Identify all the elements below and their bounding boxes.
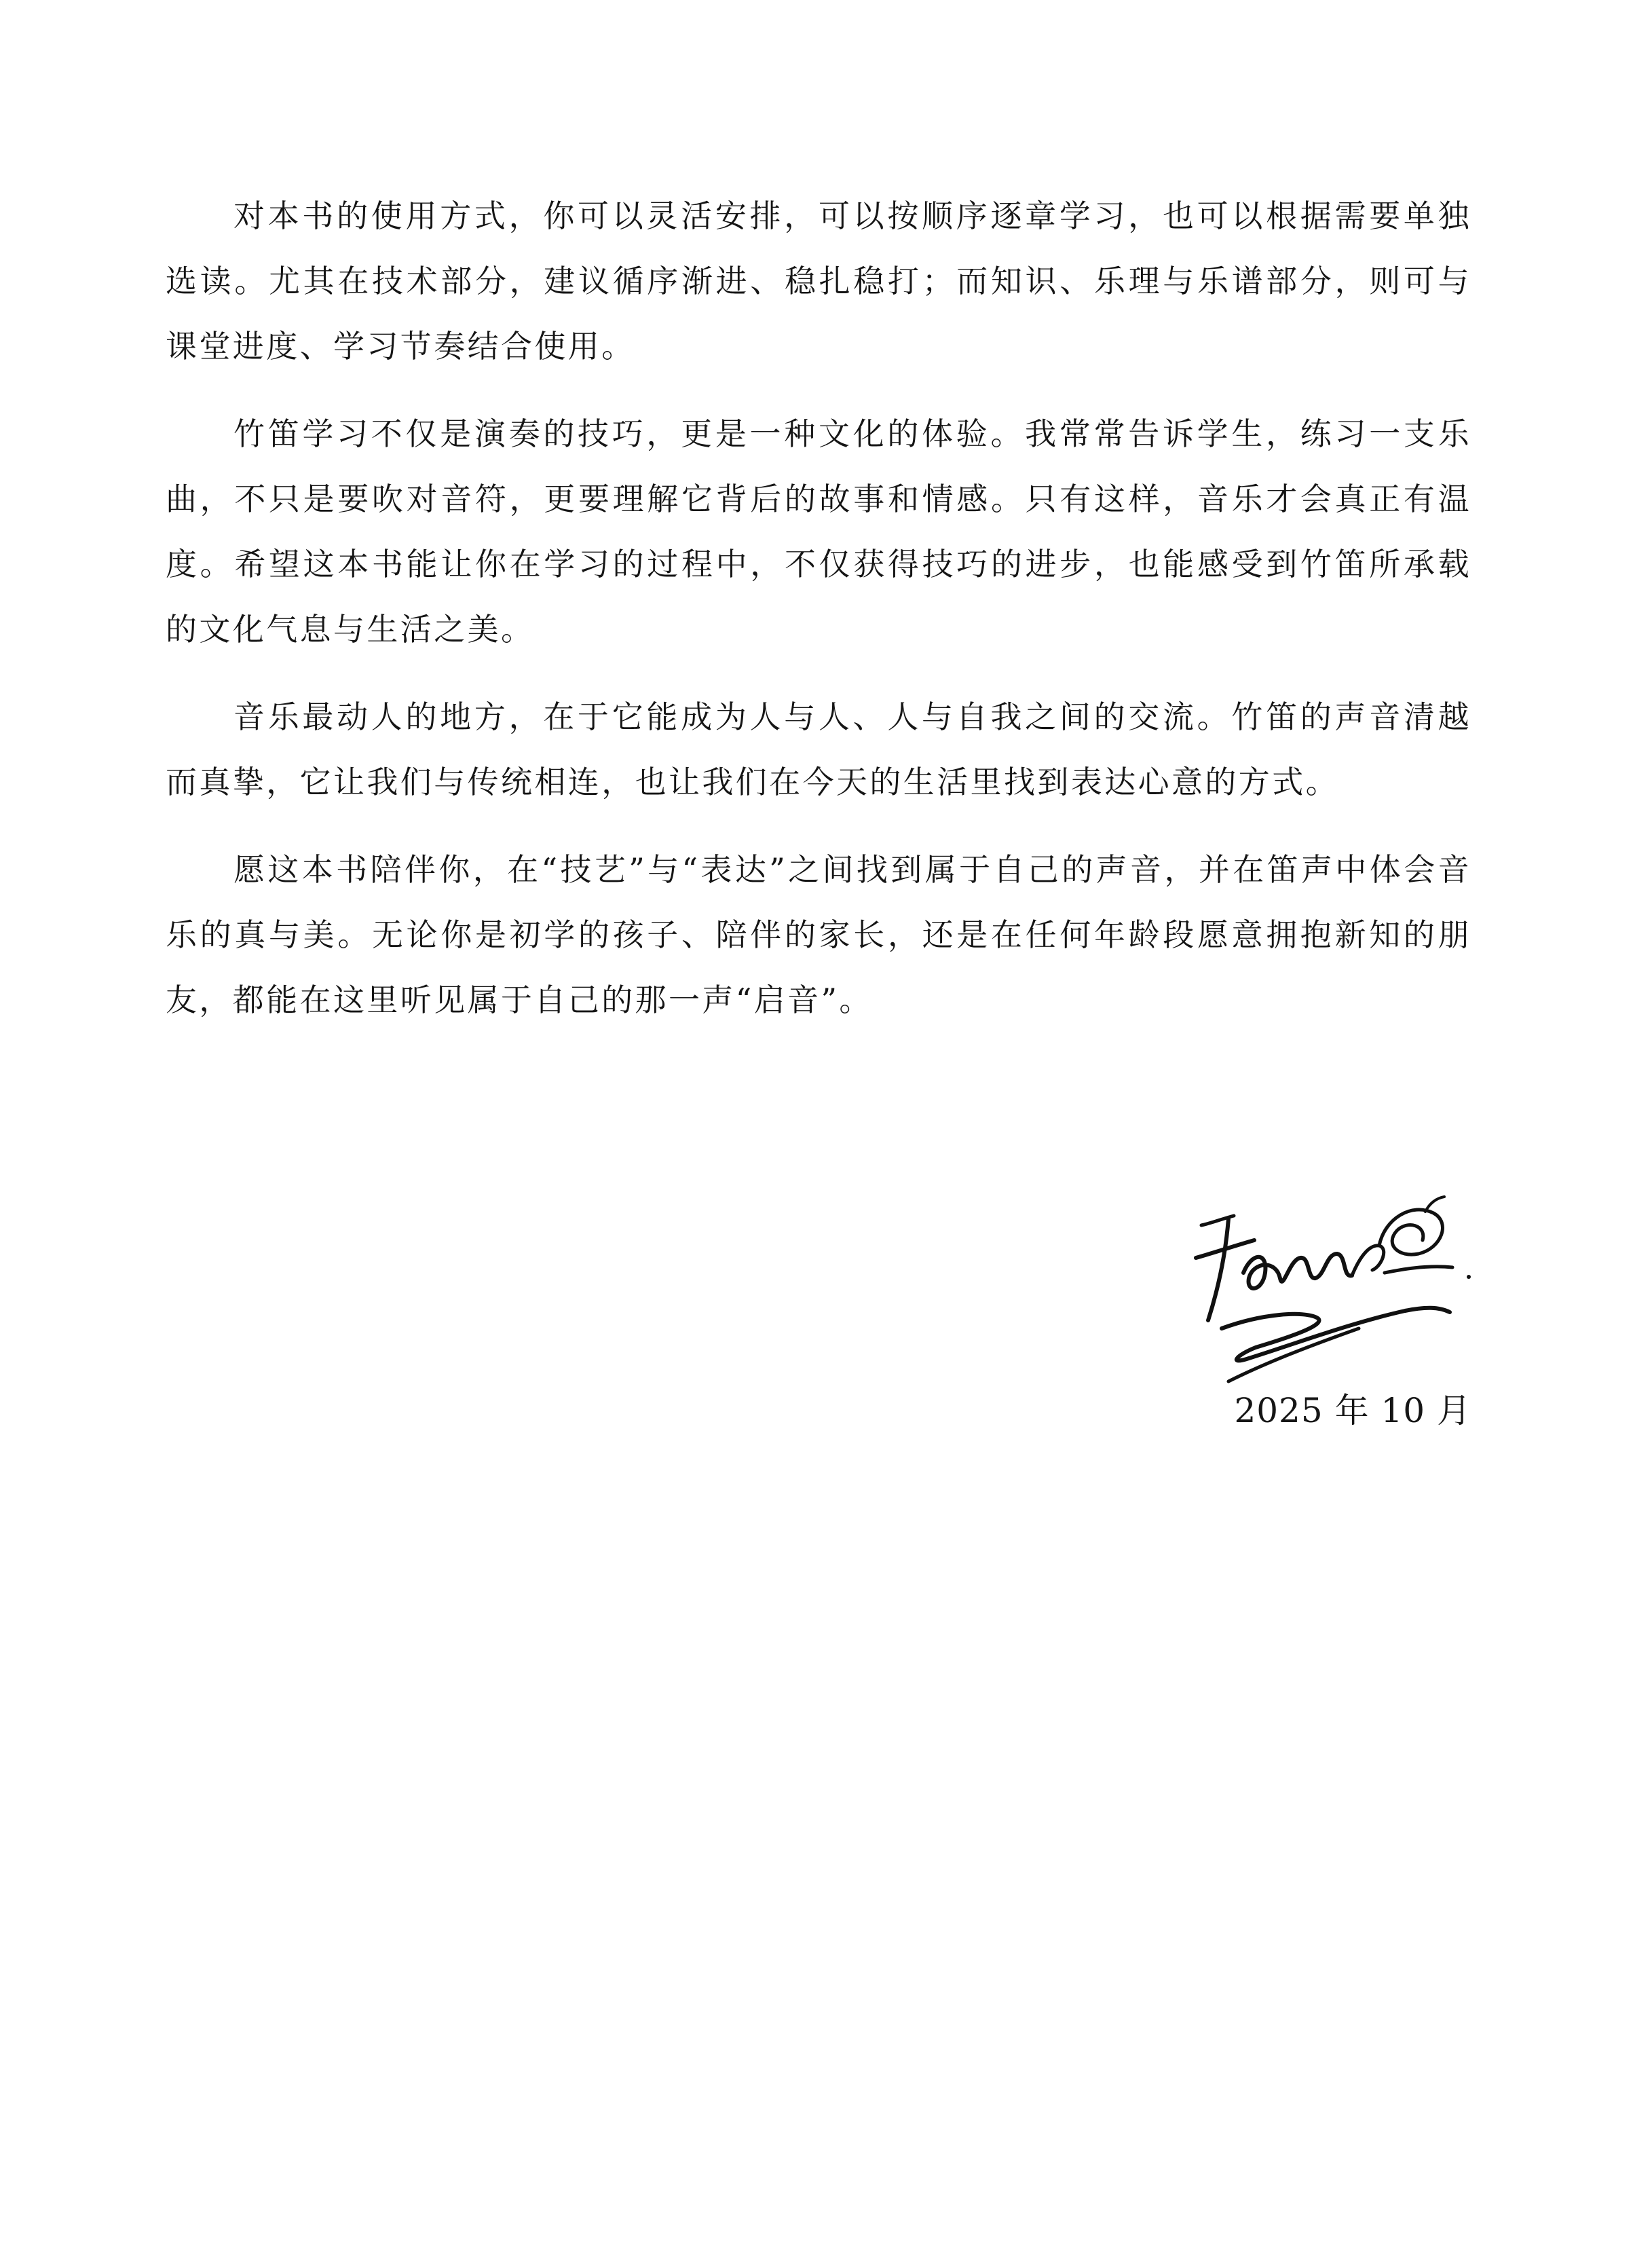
- paragraph-usage: 对本书的使用方式，你可以灵活安排，可以按顺序逐章学习，也可以根据需要单独选读。尤其在技术部分，建议循序渐进、稳扎稳打；而知识、乐理与乐谱部分，则可与课堂进度、学习节奏结合使用。: [166, 198, 1471, 365]
- preface-body: [166, 183, 1471, 1055]
- signature-icon: [1181, 1178, 1480, 1398]
- paragraph-communication: 音乐最动人的地方，在于它能成为人与人、人与自我之间的交流。竹笛的声音清越而真挚，它让我们与传统相连，也让我们在今天的生活里找到表达心意的方式。: [166, 699, 1471, 800]
- date-line: 2025 年 10 月: [1234, 1391, 1471, 1430]
- paragraph-wish: 愿这本书陪伴你，在“技艺”与“表达”之间找到属于自己的声音，并在笛声中体会音乐的真与美。无论你是初学的孩子、陪伴的家长，还是在任何年龄段愿意拥抱新知的朋友，都能在这里听见属于自己的那一声“启音”。: [166, 851, 1471, 1018]
- paragraph-culture: 竹笛学习不仅是演奏的技巧，更是一种文化的体验。我常常告诉学生，练习一支乐曲，不只是要吹对音符，更要理解它背后的故事和情感。只有这样，音乐才会真正有温度。希望这本书能让你在学习的过程中，不仅获得技巧的进步，也能感受到竹笛所承载的文化气息与生活之美。: [166, 415, 1471, 648]
